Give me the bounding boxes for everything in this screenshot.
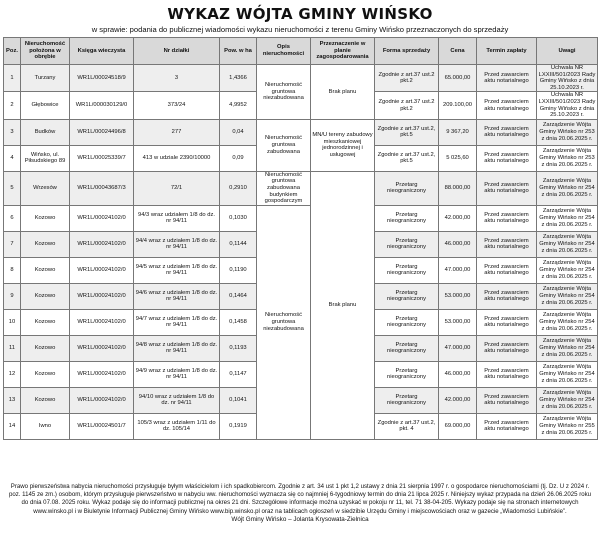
cell-poz: 4 [4, 145, 21, 171]
cell-poz: 5 [4, 171, 21, 205]
cell-opis: Nieruchomość gruntowa niezabudowana [257, 205, 311, 439]
header-cell: Poz. [4, 38, 21, 65]
cell-poz: 10 [4, 309, 21, 335]
cell-powierzchnia: 0,04 [220, 119, 257, 145]
cell-dzialka: 373/24 [134, 92, 220, 119]
cell-poz: 14 [4, 413, 21, 439]
cell-uwagi: Uchwała NR LXXIII/501/2023 Rady Gminy Wińsko z dnia 25.10.2023 r. [537, 92, 598, 119]
cell-termin: Przed zawarciem aktu notarialnego [477, 171, 537, 205]
cell-powierzchnia: 0,1190 [220, 257, 257, 283]
cell-powierzchnia: 0,1464 [220, 283, 257, 309]
page-title: WYKAZ WÓJTA GMINY WIŃSKO [167, 5, 433, 23]
cell-forma: Przetarg nieograniczony [375, 205, 439, 231]
footer [5, 483, 595, 524]
table-row [4, 119, 598, 145]
header-cell: Cena [439, 38, 477, 65]
cell-obreb: Kozowo [21, 387, 70, 413]
table-row [4, 65, 598, 92]
header-cell: Pow. w ha [220, 38, 257, 65]
cell-ksiega: WR1L/00024102/0 [70, 335, 134, 361]
cell-obreb: Kozowo [21, 231, 70, 257]
cell-forma: Przetarg nieograniczony [375, 361, 439, 387]
cell-opis: Nieruchomość gruntowa zabudowana budynkiem gospodarczym [257, 171, 311, 205]
cell-cena: 53.000,00 [439, 309, 477, 335]
cell-powierzchnia: 0,1458 [220, 309, 257, 335]
cell-obreb: Głębowice [21, 92, 70, 119]
header-cell: Forma sprzedaży [375, 38, 439, 65]
cell-ksiega: WR1L/00024102/0 [70, 283, 134, 309]
cell-powierzchnia: 4,9952 [220, 92, 257, 119]
cell-termin: Przed zawarciem aktu notarialnego [477, 92, 537, 119]
cell-forma: Przetarg nieograniczony [375, 335, 439, 361]
cell-forma: Przetarg nieograniczony [375, 309, 439, 335]
footer-text: Prawo pierwszeństwa nabycia nieruchomości przysługuje byłym właścicielom i ich spadkobiercom. Zgodnie z art. 34 ust 1 pkt 1,2 ustawy z dnia 21 sierpnia 1997 r. o gospodarce nieruchomościami (tj. Dz. U z 2024 r. poz. 1145 ze zm.) osobom, którym przysługuje pierwszeństwo w nabyciu ww. nieruchomości wyznacza się co najmniej 6-tygodniowy termin do dnia 21 lipca 2025 r. Niniejszy wykaz przypada na dzień 26.06.2025 roku do dnia 07.08. 2025 roku. Wykaz podaje się do informacji publicznej na okres 21 dni. Szczegółowe informacje można uzyskać w pokoju nr 11, tel. 71 38-04-205. Wykazy podaje się na stronach internetowych www.winsko.pl i w Biuletynie Informacji Publicznej Gminy Wińsko www.bip.winsko.pl oraz na tablicach ogłoszeń w siedzibie Urzędu Gminy i miejscowościach oraz w gazecie „Wiadomości Lubińskie”. [8, 483, 592, 515]
cell-termin: Przed zawarciem aktu notarialnego [477, 335, 537, 361]
cell-poz: 8 [4, 257, 21, 283]
cell-dzialka: 94/7 wraz z udziałem 1/8 do dz. nr 94/11 [134, 309, 220, 335]
cell-powierzchnia: 0,1147 [220, 361, 257, 387]
cell-obreb: Kozowo [21, 309, 70, 335]
cell-forma: Zgodnie z art.37 ust.2, pkt.5 [375, 145, 439, 171]
cell-ksiega: WR1L/00043687/3 [70, 171, 134, 205]
cell-dzialka: 94/3 wraz udziałem 1/8 do dz. nr 94/11 [134, 205, 220, 231]
cell-forma: Zgodnie z art.37 ust.2 pkt.2 [375, 65, 439, 92]
cell-obreb: Kozowo [21, 257, 70, 283]
cell-forma: Przetarg nieograniczony [375, 171, 439, 205]
table-header-row [4, 38, 598, 65]
cell-uwagi: Uchwała NR LXXIII/501/2023 Rady Gminy Wińsko z dnia 25.10.2023 r. [537, 65, 598, 92]
cell-dzialka: 94/6 wraz z udziałem 1/8 do dz. nr 94/11 [134, 283, 220, 309]
cell-obreb: Turzany [21, 65, 70, 92]
cell-termin: Przed zawarciem aktu notarialnego [477, 387, 537, 413]
cell-termin: Przed zawarciem aktu notarialnego [477, 65, 537, 92]
cell-plan: MN/U tereny zabudowy mieszkaniowej jednorodzinnej i usługowej [311, 119, 375, 171]
cell-termin: Przed zawarciem aktu notarialnego [477, 361, 537, 387]
cell-forma: Przetarg nieograniczony [375, 231, 439, 257]
cell-ksiega: WR1L/00024102/0 [70, 309, 134, 335]
cell-obreb: Wrzesów [21, 171, 70, 205]
cell-forma: Przetarg nieograniczony [375, 257, 439, 283]
table-body [4, 65, 598, 440]
cell-termin: Przed zawarciem aktu notarialnego [477, 231, 537, 257]
cell-forma: Zgodnie z art.37 ust.2, pkt.5 [375, 119, 439, 145]
cell-cena: 46.000,00 [439, 231, 477, 257]
cell-powierzchnia: 1,4366 [220, 65, 257, 92]
cell-uwagi: Zarządzenie Wójta Gminy Wińsko nr 254 z dnia 20.06.2025 r. [537, 205, 598, 231]
header-cell: Przeznaczenie w planie zagospodarowania [311, 38, 375, 65]
cell-poz: 9 [4, 283, 21, 309]
cell-ksiega: WR1L/00024102/0 [70, 231, 134, 257]
cell-powierzchnia: 0,1193 [220, 335, 257, 361]
cell-obreb: Budków [21, 119, 70, 145]
cell-forma: Przetarg nieograniczony [375, 283, 439, 309]
cell-termin: Przed zawarciem aktu notarialnego [477, 257, 537, 283]
cell-obreb: Iwno [21, 413, 70, 439]
cell-ksiega: WR1L/00024496/8 [70, 119, 134, 145]
header-cell: Nieruchomość położona w obrębie [21, 38, 70, 65]
header-cell: Termin zapłaty [477, 38, 537, 65]
cell-dzialka: 94/8 wraz z udziałem 1/8 do dz. nr 94/11 [134, 335, 220, 361]
cell-poz: 7 [4, 231, 21, 257]
cell-cena: 47.000,00 [439, 335, 477, 361]
cell-termin: Przed zawarciem aktu notarialnego [477, 413, 537, 439]
property-table [3, 37, 598, 440]
table-row [4, 171, 598, 205]
header-cell: Nr działki [134, 38, 220, 65]
header-cell: Opis nieruchomości [257, 38, 311, 65]
cell-uwagi: Zarządzenie Wójta Gminy Wińsko nr 254 z dnia 20.06.2025 r. [537, 283, 598, 309]
cell-dzialka: 94/10 wraz z udziałem 1/8 do dz. nr 94/11 [134, 387, 220, 413]
cell-cena: 65.000,00 [439, 65, 477, 92]
cell-opis: Nieruchomość gruntowa niezabudowana [257, 65, 311, 120]
cell-powierzchnia: 0,1041 [220, 387, 257, 413]
cell-dzialka: 94/5 wraz z udziałem 1/8 do dz. nr 94/11 [134, 257, 220, 283]
cell-ksiega: WR1L/00024518/9 [70, 65, 134, 92]
cell-termin: Przed zawarciem aktu notarialnego [477, 145, 537, 171]
cell-poz: 6 [4, 205, 21, 231]
cell-dzialka: 277 [134, 119, 220, 145]
cell-ksiega: WR1L/00024501/7 [70, 413, 134, 439]
cell-cena: 42.000,00 [439, 387, 477, 413]
cell-ksiega: WR1L/00024102/0 [70, 205, 134, 231]
cell-forma: Przetarg nieograniczony [375, 387, 439, 413]
cell-uwagi: Zarządzenie Wójta Gminy Wińsko nr 254 z dnia 20.06.2025 r. [537, 361, 598, 387]
cell-dzialka: 105/3 wraz z udziałem 1/11 do dz. 105/14 [134, 413, 220, 439]
cell-ksiega: WR1L/00025339/7 [70, 145, 134, 171]
cell-poz: 3 [4, 119, 21, 145]
cell-ksiega: WR1L/000030129/0 [70, 92, 134, 119]
cell-powierzchnia: 0,1919 [220, 413, 257, 439]
cell-ksiega: WR1L/00024102/0 [70, 361, 134, 387]
cell-ksiega: WR1L/00024102/0 [70, 257, 134, 283]
header-cell: Uwagi [537, 38, 598, 65]
cell-plan: Brak planu [311, 171, 375, 439]
cell-termin: Przed zawarciem aktu notarialnego [477, 309, 537, 335]
cell-uwagi: Zarządzenie Wójta Gminy Wińsko nr 255 z dnia 20.06.2025 r. [537, 413, 598, 439]
cell-uwagi: Zarządzenie Wójta Gminy Wińsko nr 254 z dnia 20.06.2025 r. [537, 335, 598, 361]
cell-cena: 9 367,20 [439, 119, 477, 145]
cell-obreb: Kozowo [21, 335, 70, 361]
cell-uwagi: Zarządzenie Wójta Gminy Wińsko nr 253 z dnia 20.06.2025 r. [537, 145, 598, 171]
cell-uwagi: Zarządzenie Wójta Gminy Wińsko nr 254 z dnia 20.06.2025 r. [537, 171, 598, 205]
cell-ksiega: WR1L/00024102/0 [70, 387, 134, 413]
cell-dzialka: 94/9 wraz z udziałem 1/8 do dz. nr 94/11 [134, 361, 220, 387]
cell-poz: 2 [4, 92, 21, 119]
cell-uwagi: Zarządzenie Wójta Gminy Wińsko nr 254 z dnia 20.06.2025 r. [537, 387, 598, 413]
cell-dzialka: 94/4 wraz z udziałem 1/8 do dz. nr 94/11 [134, 231, 220, 257]
cell-cena: 46.000,00 [439, 361, 477, 387]
cell-obreb: Kozowo [21, 361, 70, 387]
cell-termin: Przed zawarciem aktu notarialnego [477, 283, 537, 309]
cell-opis: Nieruchomość gruntowa zabudowana [257, 119, 311, 171]
table-row [4, 205, 598, 231]
cell-dzialka: 3 [134, 65, 220, 92]
cell-powierzchnia: 0,09 [220, 145, 257, 171]
cell-obreb: Kozowo [21, 205, 70, 231]
cell-plan: Brak planu [311, 65, 375, 120]
signature: Wójt Gminy Wińsko – Jolanta Krysowata-Zielnica [231, 515, 369, 523]
page-subtitle: w sprawie: podania do publicznej wiadomości wykazu nieruchomości z terenu Gminy Wińsko przeznaczonych do sprzedaży [91, 25, 509, 34]
cell-cena: 53.000,00 [439, 283, 477, 309]
cell-uwagi: Zarządzenie Wójta Gminy Wińsko nr 254 z dnia 20.06.2025 r. [537, 309, 598, 335]
cell-uwagi: Zarządzenie Wójta Gminy Wińsko nr 254 z dnia 20.06.2025 r. [537, 231, 598, 257]
cell-dzialka: 413 w udziale 2390/10000 [134, 145, 220, 171]
cell-forma: Zgodnie z art.37 ust.2 pkt.2 [375, 92, 439, 119]
cell-termin: Przed zawarciem aktu notarialnego [477, 119, 537, 145]
cell-termin: Przed zawarciem aktu notarialnego [477, 205, 537, 231]
cell-poz: 11 [4, 335, 21, 361]
cell-dzialka: 72/1 [134, 171, 220, 205]
cell-cena: 47.000,00 [439, 257, 477, 283]
cell-powierzchnia: 0,1144 [220, 231, 257, 257]
cell-poz: 13 [4, 387, 21, 413]
cell-obreb: Wińsko, ul. Piłsudskiego 89 [21, 145, 70, 171]
cell-powierzchnia: 0,1030 [220, 205, 257, 231]
cell-cena: 209.100,00 [439, 92, 477, 119]
cell-cena: 5 025,60 [439, 145, 477, 171]
cell-cena: 42.000,00 [439, 205, 477, 231]
cell-uwagi: Zarządzenie Wójta Gminy Wińsko nr 254 z dnia 20.06.2025 r. [537, 257, 598, 283]
cell-powierzchnia: 0,2910 [220, 171, 257, 205]
cell-forma: Zgodnie z art.37 ust.2, pkt. 4 [375, 413, 439, 439]
cell-cena: 69.000,00 [439, 413, 477, 439]
cell-poz: 12 [4, 361, 21, 387]
cell-cena: 88.000,00 [439, 171, 477, 205]
cell-obreb: Kozowo [21, 283, 70, 309]
header-cell: Księga wieczysta [70, 38, 134, 65]
cell-uwagi: Zarządzenie Wójta Gminy Wińsko nr 253 z dnia 20.06.2025 r. [537, 119, 598, 145]
cell-poz: 1 [4, 65, 21, 92]
